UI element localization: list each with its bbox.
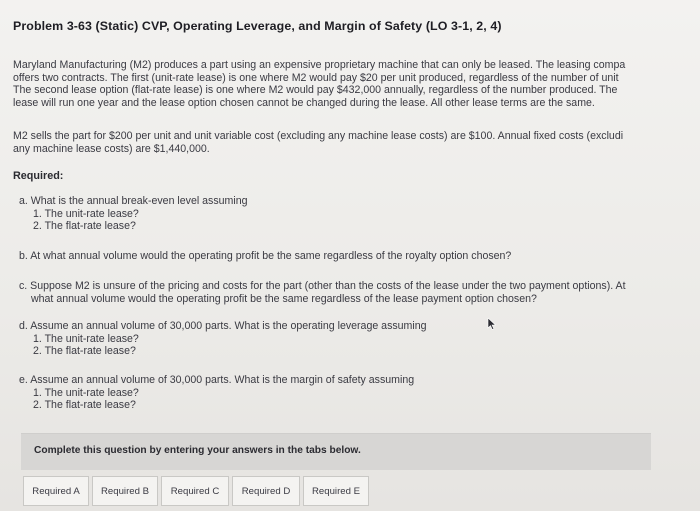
- question-text: c. Suppose M2 is unsure of the pricing and costs for the part (other than the costs of the lease under the two payment options). At: [19, 280, 626, 292]
- mouse-pointer-icon: [487, 318, 497, 330]
- problem-description: [13, 59, 700, 109]
- question-text: a. What is the annual break-even level assuming: [19, 195, 248, 207]
- tab-required-c[interactable]: Required C: [161, 476, 229, 506]
- tab-required-a[interactable]: Required A: [23, 476, 89, 506]
- question-text-continued: what annual volume would the operating profit be the same regardless of the lease payment option chosen?: [31, 292, 537, 305]
- pricing-description: [13, 130, 700, 155]
- question-text: d. Assume an annual volume of 30,000 parts. What is the operating leverage assuming: [19, 320, 427, 332]
- question-subitem: 2. The flat-rate lease?: [33, 399, 136, 412]
- question-subitem: 2. The flat-rate lease?: [33, 345, 136, 358]
- question-b: [19, 250, 511, 263]
- answer-tabs: [23, 476, 369, 506]
- question-subitem: 1. The unit-rate lease?: [33, 207, 139, 220]
- description-line: Maryland Manufacturing (M2) produces a part using an expensive proprietary machine that can only be leased. The leasing compa: [13, 59, 626, 71]
- description-line: offers two contracts. The first (unit-rate lease) is one where M2 would pay $20 per unit produced, regardless of the number of unit: [13, 71, 619, 84]
- instruction-banner: [21, 433, 651, 470]
- question-subitem: 1. The unit-rate lease?: [33, 332, 139, 345]
- required-heading: Required:: [13, 170, 64, 182]
- question-text: e. Assume an annual volume of 30,000 parts. What is the margin of safety assuming: [19, 374, 415, 386]
- question-text: b. At what annual volume would the operating profit be the same regardless of the royalty option chosen?: [19, 250, 512, 262]
- tab-required-e[interactable]: Required E: [303, 476, 369, 506]
- description-line: lease will run one year and the lease option chosen cannot be changed during the lease. All other lease terms are the same.: [13, 96, 595, 109]
- question-d: [19, 320, 427, 358]
- description-line: M2 sells the part for $200 per unit and unit variable cost (excluding any machine lease costs) are $100. Annual fixed costs (excludi: [13, 130, 624, 142]
- description-line: The second lease option (flat-rate lease) is one where M2 would pay $432,000 annually, regardless of the number produced. The: [13, 84, 618, 96]
- description-line: any machine lease costs) are $1,440,000.: [13, 142, 210, 155]
- instruction-text: Complete this question by entering your answers in the tabs below.: [34, 445, 361, 456]
- question-subitem: 1. The unit-rate lease?: [33, 386, 139, 399]
- problem-title: Problem 3-63 (Static) CVP, Operating Leverage, and Margin of Safety (LO 3-1, 2, 4): [13, 19, 502, 33]
- question-a: [19, 195, 247, 233]
- question-subitem: 2. The flat-rate lease?: [33, 220, 136, 233]
- tab-required-d[interactable]: Required D: [232, 476, 300, 506]
- question-e: [19, 374, 414, 412]
- tab-required-b[interactable]: Required B: [92, 476, 158, 506]
- question-c: [19, 280, 626, 305]
